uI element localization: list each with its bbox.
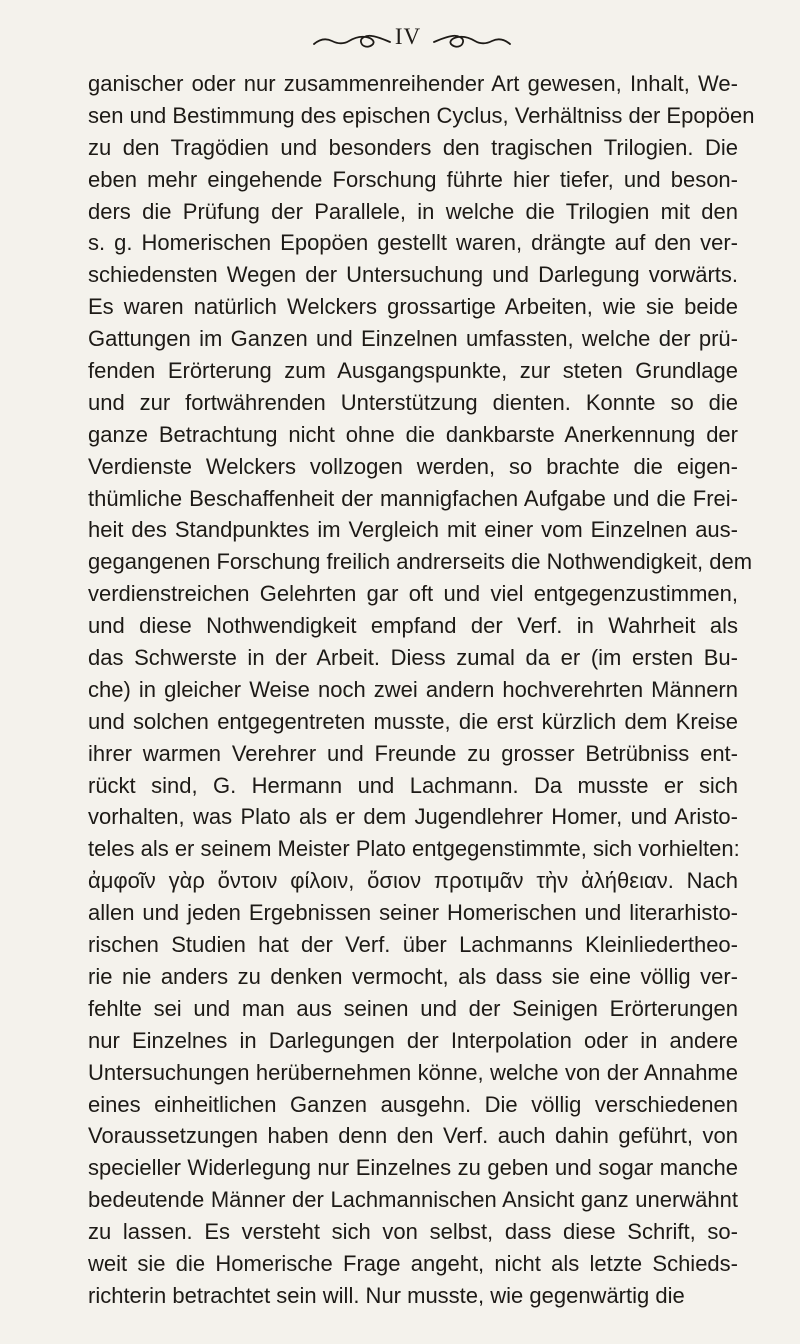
text-line-29: rie nie anders zu denken vermocht, als dass sie eine völlig ver- bbox=[88, 963, 738, 989]
text-line-27: allen und jeden Ergebnissen seiner Homerischen und literarhisto- bbox=[88, 900, 738, 926]
text-line-34: Voraussetzungen haben denn den Verf. auch dahin geführt, von bbox=[88, 1123, 738, 1149]
page-header bbox=[0, 8, 800, 68]
page-number: IV bbox=[394, 24, 422, 49]
text-line-22: ihrer warmen Verehrer und Freunde zu grosser Betrübniss ent- bbox=[88, 740, 738, 766]
text-line-25: teles als er seinem Meister Plato entgegenstimmte, sich vorhielten: bbox=[88, 836, 740, 862]
text-line-1: ganischer oder nur zusammenreihender Art gewesen, Inhalt, We- bbox=[88, 71, 738, 96]
text-line-16: gegangenen Forschung freilich andrerseits die Nothwendigkeit, dem bbox=[88, 549, 753, 575]
text-line-24: vorhalten, was Plato als er dem Jugendlehrer Homer, und Aristo- bbox=[88, 804, 738, 830]
text-line-13: Verdienste Welckers vollzogen werden, so brachte die eigen- bbox=[88, 453, 738, 479]
text-line-17: verdienstreichen Gelehrten gar oft und viel entgegenzustimmen, bbox=[88, 581, 738, 607]
text-line-23: rückt sind, G. Hermann und Lachmann. Da musste er sich bbox=[88, 772, 738, 798]
text-line-3: zu den Tragödien und besonders den tragischen Trilogien. Die bbox=[88, 134, 738, 160]
text-line-38: weit sie die Homerische Frage angeht, nicht als letzte Schieds- bbox=[88, 1250, 738, 1276]
text-line-28: rischen Studien hat der Verf. über Lachmanns Kleinliedertheo- bbox=[88, 932, 738, 958]
text-line-14: thümliche Beschaffenheit der mannigfachen Aufgabe und die Frei- bbox=[88, 485, 738, 511]
text-line-7: schiedensten Wegen der Untersuchung und Darlegung vorwärts. bbox=[88, 262, 738, 288]
text-line-37: zu lassen. Es versteht sich von selbst, dass diese Schrift, so- bbox=[88, 1219, 738, 1245]
right-ornament-icon bbox=[432, 26, 512, 50]
text-line-15: heit des Standpunktes im Vergleich mit einer vom Einzelnen aus- bbox=[88, 517, 738, 543]
text-line-2: sen und Bestimmung des epischen Cyclus, Verhältniss der Epopöen bbox=[88, 102, 755, 128]
text-line-9: Gattungen im Ganzen und Einzelnen umfassten, welche der prü- bbox=[88, 326, 738, 352]
text-line-11: und zur fortwährenden Unterstützung dienten. Konnte so die bbox=[88, 389, 738, 415]
text-line-26: ἀμφοῖν γὰρ ὄντοιν φίλοιν, ὅσιον προτιμᾶν τὴν ἀλήθειαν. Nach bbox=[88, 868, 738, 894]
text-line-30: fehlte sei und man aus seinen und der Seinigen Erörterungen bbox=[88, 995, 738, 1021]
text-line-20: che) in gleicher Weise noch zwei andern hochverehrten Männern bbox=[88, 676, 738, 702]
body-text bbox=[88, 68, 755, 1312]
text-line-19: das Schwerste in der Arbeit. Diess zumal da er (im ersten Bu- bbox=[88, 645, 738, 671]
text-line-33: eines einheitlichen Ganzen ausgehn. Die völlig verschiedenen bbox=[88, 1091, 738, 1117]
text-line-21: und solchen entgegentreten musste, die erst kürzlich dem Kreise bbox=[88, 708, 738, 734]
text-line-4: eben mehr eingehende Forschung führte hier tiefer, und beson- bbox=[88, 166, 738, 192]
text-line-8: Es waren natürlich Welckers grossartige Arbeiten, wie sie beide bbox=[88, 294, 738, 320]
text-line-36: bedeutende Männer der Lachmannischen Ansicht ganz unerwähnt bbox=[88, 1187, 738, 1213]
text-line-18: und diese Nothwendigkeit empfand der Verf. in Wahrheit als bbox=[88, 613, 738, 639]
text-line-5: ders die Prüfung der Parallele, in welche die Trilogien mit den bbox=[88, 198, 738, 224]
text-line-39: richterin betrachtet sein will. Nur musste, wie gegenwärtig die bbox=[88, 1282, 685, 1308]
text-line-35: specieller Widerlegung nur Einzelnes zu geben und sogar manche bbox=[88, 1155, 738, 1181]
text-line-31: nur Einzelnes in Darlegungen der Interpolation oder in andere bbox=[88, 1027, 738, 1053]
left-ornament-icon bbox=[312, 26, 392, 50]
text-line-12: ganze Betrachtung nicht ohne die dankbarste Anerkennung der bbox=[88, 421, 738, 447]
text-line-32: Untersuchungen herübernehmen könne, welche von der Annahme bbox=[88, 1059, 738, 1085]
text-line-6: s. g. Homerischen Epopöen gestellt waren, drängte auf den ver- bbox=[88, 230, 738, 256]
text-line-10: fenden Erörterung zum Ausgangspunkte, zur steten Grundlage bbox=[88, 358, 738, 384]
